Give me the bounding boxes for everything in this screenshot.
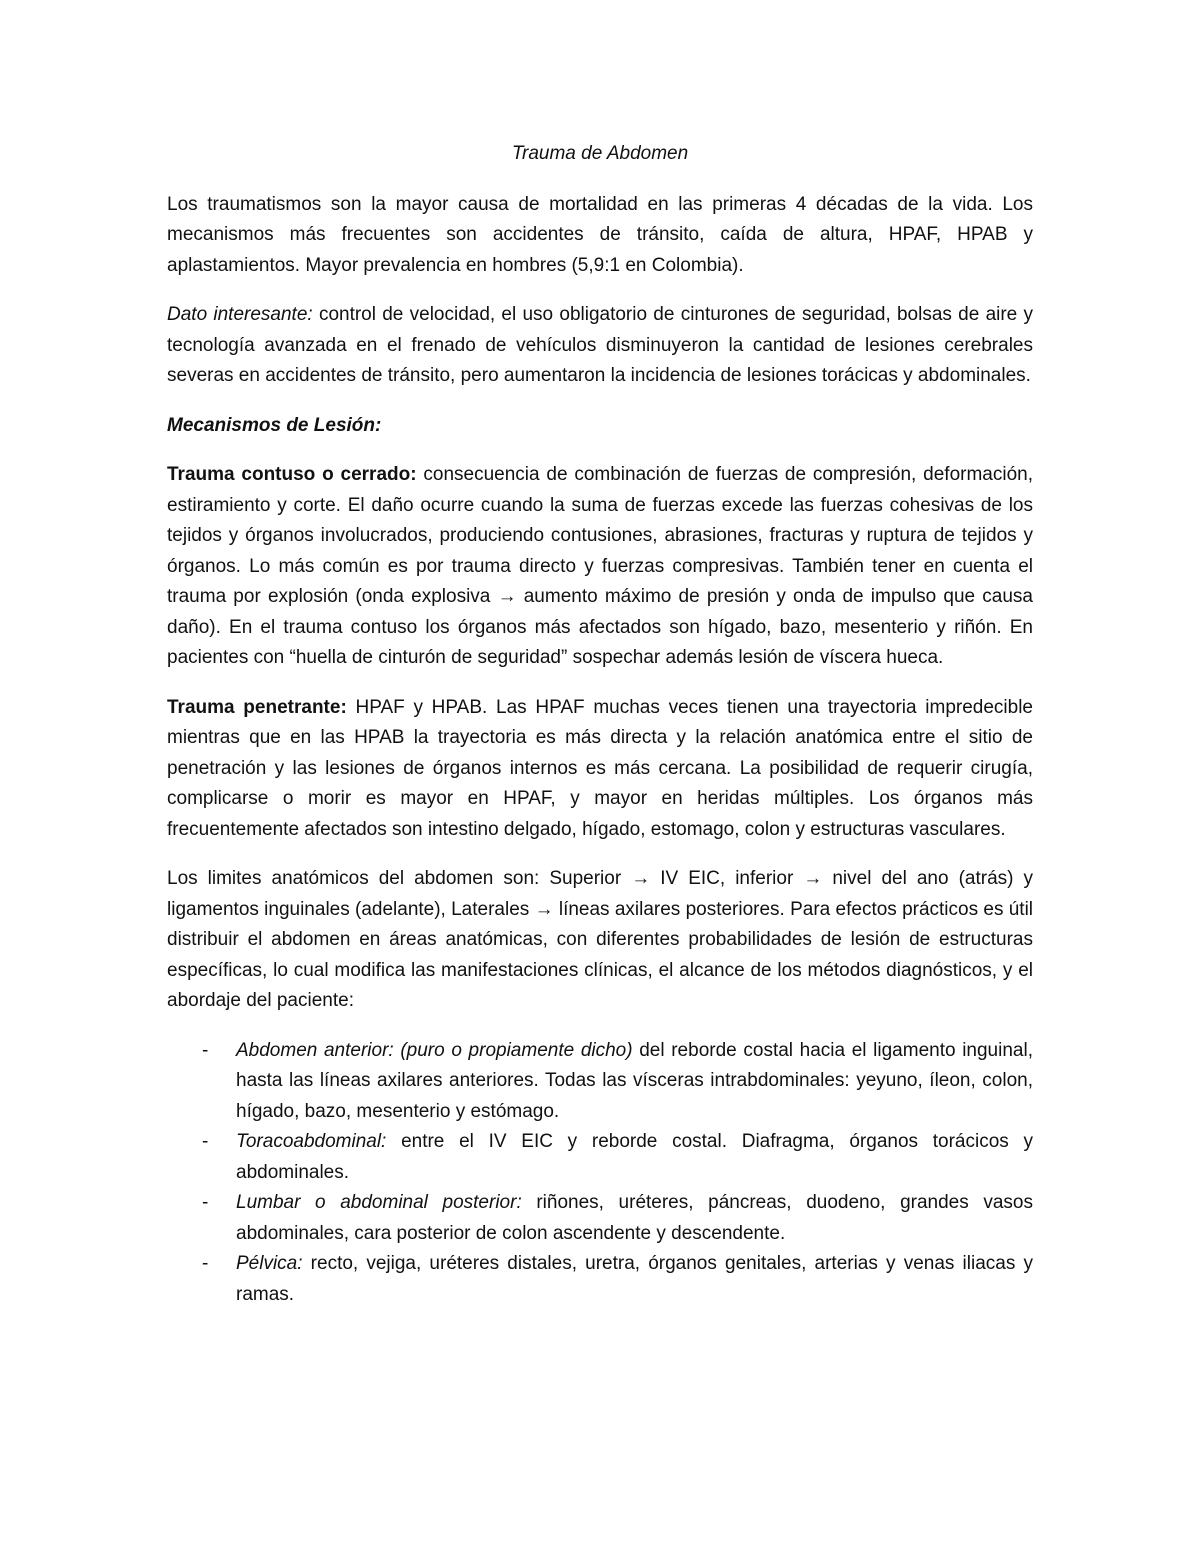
list-dash: - [202,1192,209,1213]
limites-text-2: IV EIC, inferior [650,868,804,889]
intro-paragraph: Los traumatismos son la mayor causa de mortalidad en las primeras 4 décadas de la vida. Los mecanismos más frecuentes son accidentes de tránsito, caída de altura, HPAF, HPAB y aplastamientos. Mayor prevalencia en hombres (5,9:1 en Colombia). [167,193,1033,276]
trauma-penetrante-text: HPAF y HPAB. Las HPAF muchas veces tienen una trayectoria impredecible mientras que en las HPAB la trayectoria es más directa y la relación anatómica entre el sitio de penetración y las lesiones de órganos internos es más cercana. La posibilidad de requerir cirugía, complicarse o morir es mayor en HPAF, y mayor en heridas múltiples. Los órganos más frecuentemente afectados son intestino delgado, hígado, estomago, colon y estructuras vasculares. [167,696,1033,840]
list-item-lumbar [202,1188,1033,1249]
list-item-abdomen-anterior [202,1036,1033,1128]
limites-anatomicos-paragraph [167,864,1033,1017]
dato-interesante-paragraph [167,300,1033,392]
list-dash: - [202,1253,209,1274]
limites-text-3: nivel del ano (atrás) y ligamentos inguinales (adelante), Laterales [167,868,1034,920]
list-item-toracoabdominal [202,1127,1033,1188]
list-dash: - [202,1131,209,1152]
area-text: riñones, uréteres, páncreas, duodeno, grandes vasos abdominales, cara posterior de colon ascendente y descendente. [236,1192,1033,1244]
right-arrow-icon: → [534,898,554,920]
area-text: entre el IV EIC y reborde costal. Diafragma, órganos torácicos y abdominales. [236,1131,1033,1183]
trauma-contuso-text-2: aumento máximo de presión y onda de impulso que causa daño). En el trauma contuso los órganos más afectados son hígado, bazo, mesenterio y riñón. En pacientes con “huella de cinturón de seguridad” sospechar además lesión de víscera hueca. [167,586,1033,668]
area-text: recto, vejiga, uréteres distales, uretra, órganos genitales, arterias y venas iliacas y ramas. [236,1253,1033,1305]
limites-text-4: líneas axilares posteriores. Para efectos prácticos es útil distribuir el abdomen en áreas anatómicas, con diferentes probabilidades de lesión de estructuras específicas, lo cual modifica las manifestaciones clínicas, el alcance de los métodos diagnósticos, y el abordaje del paciente: [167,898,1034,1011]
mechanisms-heading: Mecanismos de Lesión: [167,414,382,436]
dato-interesante-label: Dato interesante: [167,304,313,325]
limites-text-1: Los limites anatómicos del abdomen son: Superior [167,868,632,889]
area-text: del reborde costal hacia el ligamento inguinal, hasta las líneas axilares anteriores. Todas las vísceras intrabdominales: yeyuno, íleon, colon, hígado, bazo, mesenterio y estómago. [236,1039,1033,1122]
trauma-contuso-text-1: consecuencia de combinación de fuerzas de compresión, deformación, estiramiento y corte. El daño ocurre cuando la suma de fuerzas excede las fuerzas cohesivas de los tejidos y órganos involucrados, produciendo contusiones, abrasiones, fracturas y ruptura de tejidos y órganos. Lo más común es por trauma directo y fuerzas compresivas. También tener en cuenta el trauma por explosión (onda explosiva [167,464,1033,607]
area-label: Pélvica: [236,1253,303,1274]
trauma-contuso-paragraph [167,460,1033,674]
dato-interesante-text: control de velocidad, el uso obligatorio de cinturones de seguridad, bolsas de aire y tecnología avanzada en el frenado de vehículos disminuyeron la cantidad de lesiones cerebrales severas en accidentes de tránsito, pero aumentaron la incidencia de lesiones torácicas y abdominales. [167,304,1034,386]
list-dash: - [202,1039,209,1061]
area-label: Toracoabdominal: [236,1131,387,1152]
anatomic-areas-list [167,1036,1033,1311]
area-label: Lumbar o abdominal posterior: [236,1192,522,1213]
right-arrow-icon: → [497,586,517,607]
area-label: Abdomen anterior: (puro o propiamente dicho) [236,1039,633,1061]
right-arrow-icon: → [631,868,651,889]
trauma-penetrante-paragraph [167,693,1033,846]
list-item-pelvica [202,1249,1033,1310]
trauma-penetrante-label: Trauma penetrante: [167,696,347,718]
document-page [167,139,1033,1310]
right-arrow-icon: → [803,868,823,889]
trauma-contuso-label: Trauma contuso o cerrado: [167,464,417,485]
document-title: Trauma de Abdomen [511,143,689,164]
